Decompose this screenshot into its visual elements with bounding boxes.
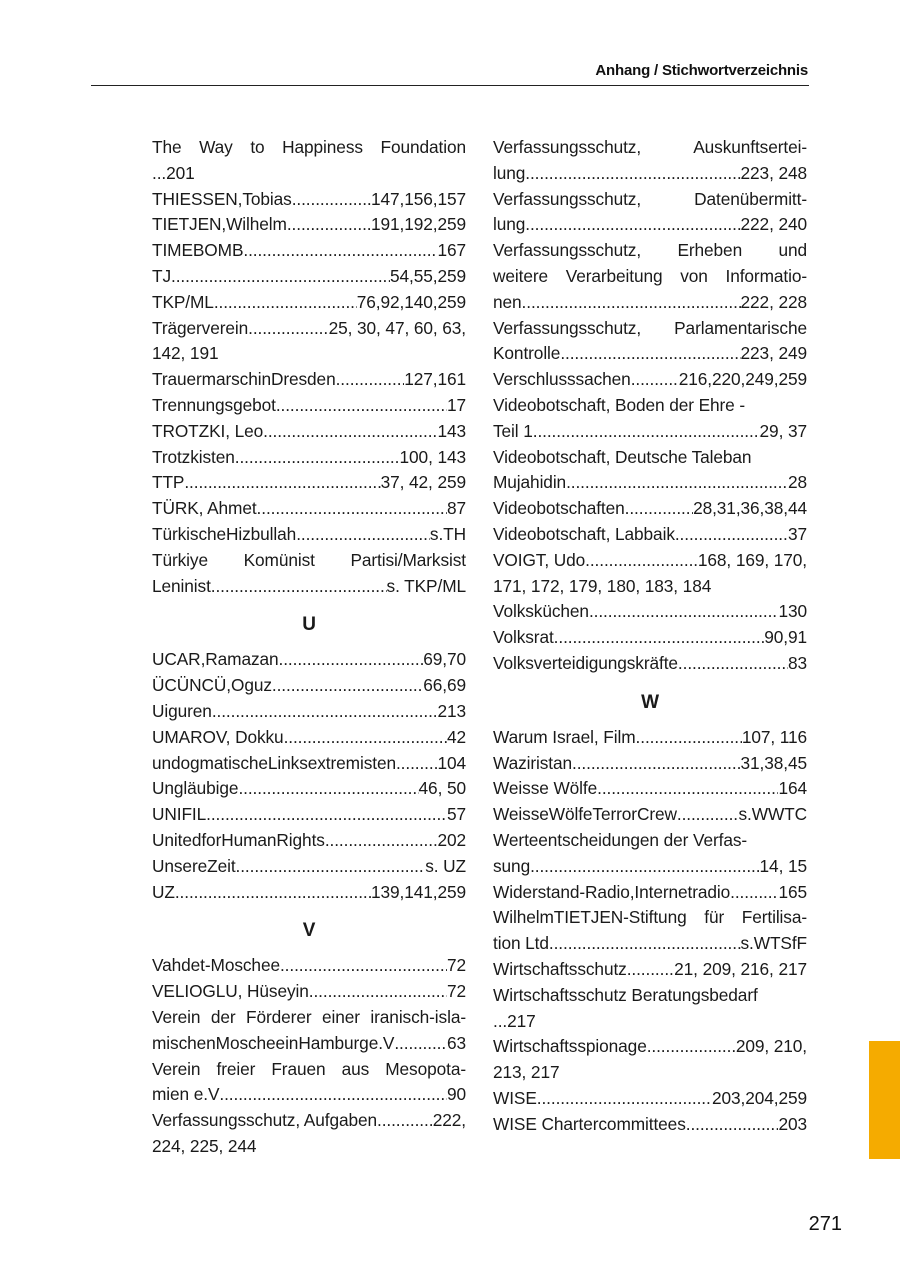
index-page-refs: s.WTSfF — [740, 933, 807, 954]
index-column-right — [493, 135, 807, 1137]
index-page-refs: 37, 42, 259 — [380, 472, 466, 493]
index-page-refs: s.WWTC — [738, 804, 807, 825]
index-entry-line — [493, 751, 807, 777]
index-term: WISE Chartercommittees — [493, 1113, 686, 1134]
dot-leader — [284, 725, 447, 751]
index-entry-line — [152, 828, 466, 854]
index-page-refs: 107, 116 — [741, 726, 807, 747]
dot-leader — [686, 1112, 779, 1138]
dot-leader — [276, 393, 447, 419]
index-term: Trägerverein — [152, 317, 249, 338]
index-term: Volksrat — [493, 627, 554, 648]
index-term: Widerstand-Radio,Internetradio — [493, 881, 731, 902]
index-page-refs: 100, 143 — [399, 446, 466, 467]
index-page-refs: 130 — [778, 601, 807, 622]
dot-leader — [533, 419, 760, 445]
dot-leader — [589, 599, 779, 625]
index-page-refs: 21, 209, 216, 217 — [674, 958, 807, 979]
index-entry-line — [493, 1086, 807, 1112]
dot-leader — [175, 880, 371, 906]
index-page-refs: 63 — [446, 1032, 466, 1053]
dot-leader — [394, 1031, 447, 1057]
index-page-refs: 25, 30, 47, 60, 63, — [328, 317, 466, 338]
index-term: nen — [493, 291, 522, 312]
index-term: Vahdet-Moschee — [152, 955, 280, 976]
index-term: Videobotschaft, Labbaik — [493, 523, 675, 544]
index-entry-line — [493, 212, 807, 238]
dot-leader — [678, 651, 788, 677]
index-entry-line — [493, 367, 807, 393]
index-entry-line — [493, 341, 807, 367]
index-page-refs: 222, — [432, 1110, 466, 1131]
index-term: ÜCÜNCÜ,Oguz — [152, 675, 272, 696]
dot-leader — [566, 470, 788, 496]
index-term: Wirtschaftsschutz — [493, 958, 627, 979]
index-entry-line — [493, 599, 807, 625]
header-rule — [91, 85, 809, 86]
dot-leader — [554, 625, 765, 651]
dot-leader — [236, 854, 426, 880]
dot-leader — [184, 470, 380, 496]
dot-leader — [280, 953, 447, 979]
index-page-refs: 17 — [446, 394, 466, 415]
index-page-refs: 127,161 — [404, 369, 466, 390]
index-term: TROTZKI, Leo — [152, 420, 264, 441]
index-page-refs: 147,156,157 — [370, 188, 466, 209]
dot-leader — [627, 957, 674, 983]
index-term: Videobotschaften — [493, 498, 625, 519]
dot-leader — [292, 187, 371, 213]
index-entry-line — [152, 290, 466, 316]
index-page-refs: 28 — [787, 472, 807, 493]
index-entry-line: Werteentscheidungen der Verfas- — [493, 829, 748, 850]
index-term: UNIFIL — [152, 804, 207, 825]
index-column-left — [152, 135, 466, 1160]
index-term: WeisseWölfeTerrorCrew — [493, 804, 677, 825]
index-entry-line: Verfassungsschutz, Auskunftsertei- — [493, 137, 807, 157]
index-term: Trotzkisten — [152, 446, 235, 467]
index-page-refs: 168, 169, 170, — [697, 549, 807, 570]
index-page-refs: 87 — [446, 498, 466, 519]
dot-leader — [597, 776, 778, 802]
index-entry-line — [493, 931, 807, 957]
index-page-refs: 14, 15 — [759, 855, 807, 876]
index-page-refs: 209, 210, — [735, 1036, 807, 1057]
index-entry-line — [152, 496, 466, 522]
dot-leader — [325, 828, 438, 854]
page-number: 271 — [808, 1213, 842, 1235]
index-page-refs: 83 — [787, 652, 807, 673]
dot-leader — [572, 751, 741, 777]
index-block-t — [152, 135, 466, 599]
index-term: UnitedforHumanRights — [152, 829, 325, 850]
index-entry-line: ...217 — [493, 1010, 536, 1031]
index-entry-line — [152, 574, 466, 600]
index-page-refs: 213 — [437, 700, 466, 721]
index-page-refs: 222, 240 — [740, 214, 807, 235]
index-entry-line — [493, 161, 807, 187]
index-term: UnsereZeit — [152, 855, 236, 876]
dot-leader — [677, 802, 739, 828]
index-entry-line: Wirtschaftsschutz Beratungsbedarf — [493, 984, 758, 1005]
dot-leader — [585, 548, 698, 574]
index-entry-line: The Way to Happiness Foundation — [152, 137, 466, 157]
index-entry-line — [152, 445, 466, 471]
section-letter-u: U — [302, 614, 316, 636]
index-term: TIETJEN,Wilhelm — [152, 214, 287, 235]
dot-leader — [206, 802, 447, 828]
index-term: WISE — [493, 1087, 537, 1108]
index-entry-line — [152, 725, 466, 751]
dot-leader — [248, 316, 328, 342]
index-term: Kontrolle — [493, 343, 561, 364]
index-entry-line — [493, 496, 807, 522]
index-page-refs: s. UZ — [425, 855, 466, 876]
index-entry-line — [152, 1082, 466, 1108]
index-term: TürkischeHizbullah — [152, 523, 297, 544]
index-term: Leninist — [152, 575, 211, 596]
index-term: Verfassungsschutz, Aufgaben — [152, 1110, 377, 1131]
dot-leader — [336, 367, 405, 393]
index-term: undogmatischeLinksextremisten — [152, 752, 396, 773]
index-page-refs: 72 — [446, 955, 466, 976]
index-page-refs: 202 — [437, 829, 466, 850]
index-entry-line — [152, 673, 466, 699]
index-page-refs: s.TH — [429, 523, 466, 544]
index-entry-line — [493, 854, 807, 880]
dot-leader — [287, 212, 371, 238]
index-term: TrauermarschinDresden — [152, 369, 336, 390]
dot-leader — [377, 1108, 433, 1134]
index-entry-line — [152, 1108, 466, 1134]
index-term: Weisse Wölfe — [493, 778, 598, 799]
dot-leader — [631, 367, 679, 393]
index-page-refs: 203 — [778, 1113, 807, 1134]
index-page-refs: 164 — [778, 778, 807, 799]
index-entry-line: Verfassungsschutz, Erheben und — [493, 240, 807, 261]
index-entry-line: 171, 172, 179, 180, 183, 184 — [493, 575, 712, 596]
index-term: mischenMoscheeinHamburge.V — [152, 1032, 395, 1053]
running-head-title: Anhang / Stichwortverzeichnis — [595, 62, 808, 79]
dot-leader — [219, 1082, 447, 1108]
index-page-refs: 223, 249 — [740, 343, 807, 364]
index-entry-line — [493, 651, 807, 677]
dot-leader — [730, 880, 778, 906]
index-entry-line — [152, 470, 466, 496]
index-term: Volksverteidigungskräfte — [493, 652, 678, 673]
dot-leader — [525, 212, 740, 238]
index-entry-line — [493, 548, 807, 574]
dot-leader — [549, 931, 741, 957]
index-entry-line: Verein der Förderer einer iranisch-isla- — [152, 1006, 466, 1027]
index-entry-line — [493, 1034, 807, 1060]
index-entry-line — [152, 187, 466, 213]
index-entry-line — [152, 647, 466, 673]
index-page-refs: 69,70 — [423, 649, 466, 670]
index-entry-line: ...201 — [152, 162, 195, 183]
index-entry-line: Verfassungsschutz, Datenübermitt- — [493, 188, 807, 209]
index-page-refs: 139,141,259 — [370, 881, 466, 902]
index-term: Volksküchen — [493, 601, 589, 622]
index-entry-line — [493, 1112, 807, 1138]
index-entry-line — [152, 367, 466, 393]
index-page-refs: 203,204,259 — [711, 1087, 807, 1108]
index-page-refs: 72 — [446, 981, 466, 1002]
index-page-refs: 42 — [446, 726, 466, 747]
index-term: THIESSEN,Tobias — [152, 188, 292, 209]
index-term: mien e.V — [152, 1084, 220, 1105]
dot-leader — [279, 647, 424, 673]
index-entry-line: 224, 225, 244 — [152, 1135, 257, 1156]
dot-leader — [171, 264, 390, 290]
index-entry-line — [493, 880, 807, 906]
index-page-refs: 28,31,36,38,44 — [693, 498, 807, 519]
dot-leader — [636, 725, 742, 751]
index-term: Trennungsgebot — [152, 394, 276, 415]
dot-leader — [211, 574, 387, 600]
dot-leader — [296, 522, 430, 548]
index-entry-line — [493, 776, 807, 802]
index-page-refs: 29, 37 — [759, 420, 807, 441]
dot-leader — [525, 161, 740, 187]
index-term: Teil 1 — [493, 420, 533, 441]
index-entry-line: Verfassungsschutz, Parlamentarische — [493, 317, 807, 338]
index-page-refs: 165 — [778, 881, 807, 902]
index-entry-line — [152, 699, 466, 725]
dot-leader — [560, 341, 740, 367]
index-page-refs: 66,69 — [423, 675, 466, 696]
index-page-refs: 54,55,259 — [390, 265, 466, 286]
index-term: lung — [493, 214, 526, 235]
index-page-refs: 46, 50 — [418, 778, 466, 799]
index-entry-line — [152, 880, 466, 906]
index-term: TJ — [152, 265, 171, 286]
dot-leader — [530, 854, 759, 880]
index-entry-line — [152, 316, 466, 342]
index-term: sung — [493, 855, 531, 876]
index-entry-line — [152, 212, 466, 238]
index-term: UMAROV, Dokku — [152, 726, 284, 747]
index-entry-line — [493, 625, 807, 651]
index-page-refs: 222, 228 — [740, 291, 807, 312]
index-entry-line — [493, 470, 807, 496]
index-entry-line — [493, 522, 807, 548]
index-entry-line — [152, 953, 466, 979]
index-entry-line — [152, 802, 466, 828]
index-term: UZ — [152, 881, 175, 902]
index-term: lung — [493, 162, 526, 183]
index-entry-line — [152, 776, 466, 802]
dot-leader — [675, 522, 788, 548]
index-page-refs: 216,220,249,259 — [678, 369, 807, 390]
index-entry-line — [493, 725, 807, 751]
dot-leader — [212, 699, 438, 725]
index-term: Uiguren — [152, 700, 212, 721]
index-entry-line — [152, 419, 466, 445]
index-entry-line: 213, 217 — [493, 1062, 560, 1083]
index-term: TTP — [152, 472, 185, 493]
index-term: VOIGT, Udo — [493, 549, 586, 570]
index-entry-line: Videobotschaft, Deutsche Taleban — [493, 446, 752, 467]
dot-leader — [625, 496, 693, 522]
dot-leader — [257, 496, 447, 522]
section-letter-v: V — [302, 920, 316, 942]
dot-leader — [537, 1086, 712, 1112]
index-entry-line — [152, 1031, 466, 1057]
index-entry-line: WilhelmTIETJEN-Stiftung für Fertilisa- — [493, 907, 807, 928]
index-entry-line — [493, 290, 807, 316]
index-entry-line — [493, 419, 807, 445]
index-term: Warum Israel, Film — [493, 726, 636, 747]
index-page-refs: 76,92,140,259 — [356, 291, 466, 312]
index-page-refs: 223, 248 — [740, 162, 807, 183]
index-entry-line — [152, 522, 466, 548]
dot-leader — [238, 776, 418, 802]
index-page-refs: s. TKP/ML — [386, 575, 466, 596]
dot-leader — [396, 751, 437, 777]
index-page-refs: 167 — [437, 240, 466, 261]
index-entry-line — [152, 393, 466, 419]
index-page-refs: 57 — [446, 804, 466, 825]
dot-leader — [272, 673, 423, 699]
index-entry-line — [493, 802, 807, 828]
dot-leader — [235, 445, 400, 471]
index-entry-line: Verein freier Frauen aus Mesopota- — [152, 1058, 466, 1079]
index-page-refs: 143 — [437, 420, 466, 441]
section-letter-w: W — [641, 691, 659, 713]
index-entry-line — [493, 957, 807, 983]
dot-leader — [647, 1034, 736, 1060]
index-page-refs: 90 — [446, 1084, 466, 1105]
index-term: Wirtschaftsspionage — [493, 1036, 647, 1057]
index-block-u — [152, 647, 466, 905]
dot-leader — [309, 979, 447, 1005]
dot-leader — [214, 290, 357, 316]
index-page-refs: 104 — [437, 752, 466, 773]
index-block-w — [493, 725, 807, 1138]
index-page-refs: 191,192,259 — [370, 214, 466, 235]
index-entry-line: weitere Verarbeitung von Informatio- — [493, 265, 807, 286]
index-entry-line: Türkiye Komünist Partisi/Marksist — [152, 549, 466, 570]
index-entry-line — [152, 979, 466, 1005]
index-block-v — [152, 953, 466, 1159]
index-block-v-continued — [493, 135, 807, 677]
index-page-refs: 90,91 — [764, 627, 807, 648]
dot-leader — [243, 238, 437, 264]
index-entry-line — [152, 264, 466, 290]
index-term: VELIOGLU, Hüseyin — [152, 981, 309, 1002]
index-term: TIMEBOMB — [152, 240, 244, 261]
index-entry-line: 142, 191 — [152, 343, 219, 364]
dot-leader — [522, 290, 741, 316]
index-entry-line — [152, 854, 466, 880]
index-page-refs: 37 — [787, 523, 807, 544]
index-page-refs: 31,38,45 — [740, 752, 807, 773]
index-term: Ungläubige — [152, 778, 239, 799]
index-term: tion Ltd — [493, 933, 549, 954]
dot-leader — [263, 419, 437, 445]
index-entry-line — [152, 238, 466, 264]
index-term: Verschlusssachen — [493, 369, 631, 390]
index-term: TKP/ML — [152, 291, 214, 312]
index-entry-line: Videobotschaft, Boden der Ehre - — [493, 394, 746, 415]
index-term: TÜRK, Ahmet — [152, 498, 257, 519]
chapter-thumb-tab — [869, 1041, 900, 1159]
index-term: Mujahidin — [493, 472, 567, 493]
index-term: Waziristan — [493, 752, 573, 773]
index-term: UCAR,Ramazan — [152, 649, 279, 670]
index-entry-line — [152, 751, 466, 777]
